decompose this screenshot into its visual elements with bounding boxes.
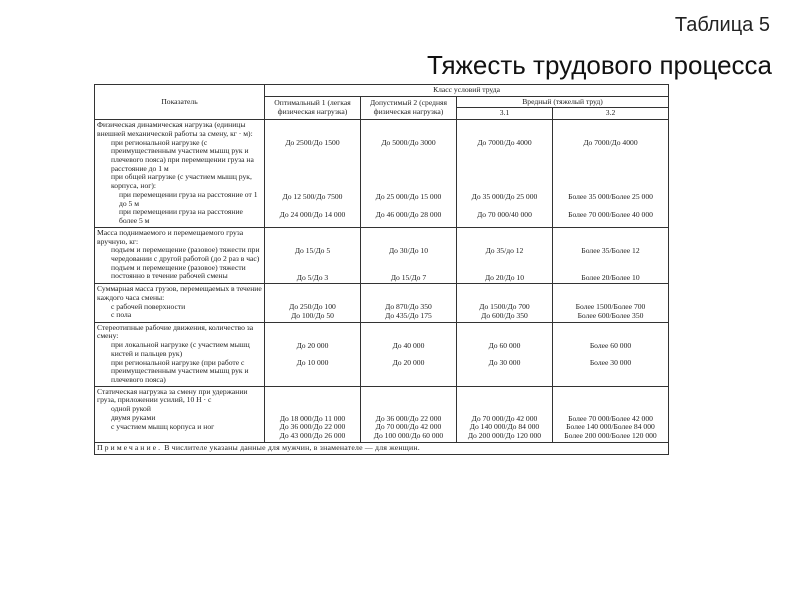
value: До 20/До 10 — [484, 272, 525, 282]
class-3-1-cell — [457, 120, 553, 228]
class-group-header: Класс условий труда — [265, 85, 669, 97]
section-label — [95, 120, 265, 228]
value: Более 1500/Более 700 — [575, 302, 646, 312]
class-3-2-cell — [553, 322, 669, 386]
class-3-2-header: 3.2 — [553, 108, 669, 120]
note — [95, 442, 669, 454]
value: До 100 000/До 60 000 — [373, 431, 444, 441]
optimal-cell — [265, 284, 361, 322]
value: Более 600/Более 350 — [577, 310, 644, 320]
row-label: с участием мышц корпуса и ног — [111, 421, 215, 431]
value: До 435/До 175 — [385, 310, 432, 320]
class-3-1-cell — [457, 322, 553, 386]
optimal-cell — [265, 227, 361, 283]
value: До 1500/До 700 — [479, 302, 530, 312]
row-label: при региональной нагрузке (с преимущественным участием мышц рук и плечевого пояса) при перемещении груза на расстояние до 1 м — [111, 137, 254, 173]
value: До 12 500/До 7500 — [282, 191, 343, 201]
value: До 20 000 — [296, 340, 329, 350]
value: До 18 000/До 11 000 — [279, 413, 346, 423]
value: До 5/До 3 — [296, 272, 329, 282]
value: Более 70 000/Более 42 000 — [568, 413, 653, 423]
acceptable-cell — [361, 120, 457, 228]
value: Более 35/Более 12 — [581, 245, 640, 255]
section-stereotyped-movements — [95, 322, 669, 386]
value: До 15/До 7 — [390, 272, 427, 282]
class-3-2-cell — [553, 284, 669, 322]
value: Более 140 000/Более 84 000 — [566, 422, 655, 432]
value: До 25 000/До 15 000 — [375, 191, 442, 201]
class-3-2-cell — [553, 227, 669, 283]
section-label — [95, 322, 265, 386]
section-title: Масса поднимаемого и перемещаемого груза вручную, кг: — [97, 227, 244, 246]
value: До 870/До 350 — [385, 302, 432, 312]
row-label: при перемещении груза на расстояние более 5 м — [119, 207, 243, 226]
value: До 35 000/До 25 000 — [471, 191, 538, 201]
value: До 43 000/До 26 000 — [279, 431, 346, 441]
row-label: при общей нагрузке (с участием мышц рук, корпуса, ног): — [111, 172, 252, 191]
value: До 5000/До 3000 — [381, 138, 436, 148]
optimal-cell — [265, 120, 361, 228]
value: Более 60 000 — [589, 340, 632, 350]
value: До 35/до 12 — [485, 245, 524, 255]
section-cargo-mass — [95, 227, 669, 283]
section-title: Физическая динамическая нагрузка (единицы внешней механической работы за смену, кг · м): — [97, 120, 253, 138]
optimal-cell — [265, 322, 361, 386]
note-row — [95, 442, 669, 454]
value: До 2500/До 1500 — [285, 138, 340, 148]
acceptable-header: Допустимый 2 (средняя физическая нагрузка) — [361, 96, 457, 119]
row-label: с пола — [111, 310, 132, 320]
row-label: двумя руками — [111, 412, 156, 422]
row-label: при перемещении груза на расстояние от 1 до 5 м — [119, 189, 258, 208]
value: До 7000/До 4000 — [477, 138, 532, 148]
section-label — [95, 227, 265, 283]
value: До 10 000 — [296, 358, 329, 368]
optimal-header: Оптимальный 1 (легкая физическая нагрузка) — [265, 96, 361, 119]
section-title: Статическая нагрузка за смену при удержании груза, приложении усилий, 10 Н · с — [97, 386, 248, 405]
class-3-2-cell — [553, 386, 669, 442]
acceptable-cell — [361, 386, 457, 442]
class-3-2-cell — [553, 120, 669, 228]
class-3-1-cell — [457, 284, 553, 322]
section-title: Суммарная масса грузов, перемещаемых в течение каждого часа смены: — [97, 284, 262, 302]
value: До 140 000/До 84 000 — [469, 422, 540, 432]
value: До 36 000/До 22 000 — [279, 422, 346, 432]
table-label: Таблица 5 — [674, 14, 770, 36]
value: До 100/До 50 — [291, 310, 334, 320]
section-label — [95, 284, 265, 322]
value: До 200 000/До 120 000 — [467, 431, 542, 441]
header-row-1 — [95, 85, 669, 97]
row-label: одной рукой — [111, 404, 151, 414]
acceptable-cell — [361, 322, 457, 386]
value: До 24 000/До 14 000 — [279, 209, 346, 219]
harmful-header: Вредный (тяжелый труд) — [457, 96, 669, 108]
value: Более 30 000 — [589, 358, 632, 368]
section-label — [95, 386, 265, 442]
page-title: Тяжесть трудового процесса — [427, 50, 772, 80]
row-label: при региональной нагрузке (при работе с преимущественным участием мышц рук и плечевого пояса) — [111, 357, 249, 384]
class-3-1-header: 3.1 — [457, 108, 553, 120]
value: До 60 000 — [488, 340, 521, 350]
value: До 70 000/40 000 — [477, 209, 532, 219]
value: Более 20/Более 10 — [581, 272, 640, 282]
value: До 250/До 100 — [289, 302, 336, 312]
acceptable-cell — [361, 227, 457, 283]
section-dynamic-load — [95, 120, 669, 228]
value: До 30 000 — [488, 358, 521, 368]
value: До 70 000/До 42 000 — [471, 413, 538, 423]
note-text: В числителе указаны данные для мужчин, в знаменателе — для женщин. — [164, 442, 420, 452]
value: До 46 000/До 28 000 — [375, 209, 442, 219]
note-prefix: Примечание. — [97, 442, 163, 452]
class-3-1-cell — [457, 227, 553, 283]
section-static-load — [95, 386, 669, 442]
indicator-header: Показатель — [95, 85, 265, 120]
value: Более 70 000/Более 40 000 — [568, 209, 653, 219]
value: До 7000/До 4000 — [583, 138, 638, 148]
value: До 70 000/До 42 000 — [375, 422, 442, 432]
optimal-cell — [265, 386, 361, 442]
labor-severity-table — [94, 84, 669, 455]
value: До 20 000 — [392, 358, 425, 368]
value: До 30/До 10 — [388, 245, 429, 255]
value: Более 35 000/Более 25 000 — [568, 191, 653, 201]
value: До 36 000/До 22 000 — [375, 413, 442, 423]
value: До 15/До 5 — [294, 245, 331, 255]
row-label: при локальной нагрузке (с участием мышц кистей и пальцев рук) — [111, 340, 250, 358]
value: Более 200 000/Более 120 000 — [564, 431, 657, 441]
row-label: подъем и перемещение (разовое) тяжести постоянно в течение рабочей смены — [111, 262, 246, 281]
value: До 600/До 350 — [481, 310, 528, 320]
class-3-1-cell — [457, 386, 553, 442]
row-label: подъем и перемещение (разовое) тяжести при чередовании с другой работой (до 2 раз в час) — [111, 245, 260, 263]
section-total-mass — [95, 284, 669, 322]
value: До 40 000 — [392, 340, 425, 350]
section-title: Стереотипные рабочие движения, количество за смену: — [97, 322, 254, 341]
row-label: с рабочей поверхности — [111, 301, 186, 311]
acceptable-cell — [361, 284, 457, 322]
